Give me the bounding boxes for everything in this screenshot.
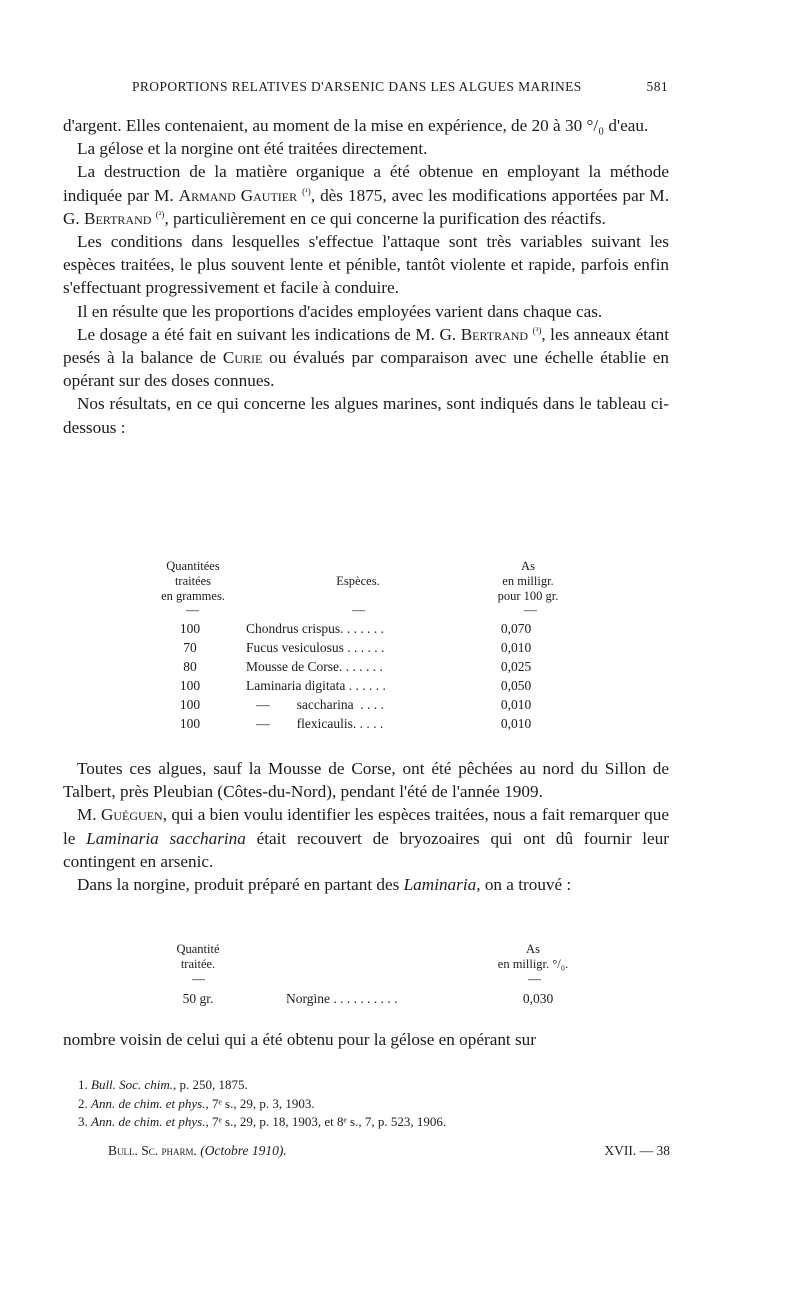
results-table: Quantitées traitées en grammes. Espèces. As en milligr. pour 100 gr. — — — 100 Chondrus crispus. . . . . . . 0,070 70 Fucus vesiculosus . . . . . . 0,010 80 Mousse de Corse. . . . . . . 0,025 100 Laminaria digitata . . . . . . 0,050 100 — saccharina . . . . 0,010 100 — flexicaulis. . . . . 0,010 [138, 559, 578, 739]
paragraph: Il en résulte que les proportions d'acides employées varient dans chaque cas. [77, 301, 603, 321]
header-title: PROPORTIONS RELATIVES D'ARSENIC DANS LES ALGUES MARINES [132, 79, 582, 94]
header-rule: — [352, 602, 365, 617]
page-number: 581 [646, 79, 668, 94]
paragraph: d'argent. Elles contenaient, au moment de la mise en expérience, de 20 à 30 °/₀ d'eau. [63, 116, 649, 135]
norgine-table: Quantité traitée. As en milligr. °/₀. — — 50 gr. Norgine . . . . . . . . . . 0,030 [158, 942, 578, 1012]
header-rule: — [186, 602, 199, 617]
author-name: Curie [222, 348, 263, 368]
paragraph: Dans la norgine, produit préparé en partant des Laminaria, on a trouvé : [77, 875, 572, 895]
paragraph: nombre voisin de celui qui a été obtenu pour la gélose en opérant sur [63, 1030, 536, 1049]
header-rule: — [524, 602, 537, 617]
column-header-arsenic: As en milligr. pour 100 gr. [497, 559, 559, 603]
species-name: Laminaria saccharina [86, 828, 246, 848]
author-name: Armand Gautier [178, 185, 298, 205]
column-header-quantity: Quantitées traitées en grammes. [161, 559, 225, 603]
running-header [132, 79, 668, 97]
column-header-quantity: Quantité traitée. [176, 942, 220, 971]
paragraph: Toutes ces algues, sauf la Mousse de Corse, ont été pêchées au nord du Sillon de Talbert, près Pleubian (Côtes-du-Nord), pendant l'été de l'année 1909. [63, 759, 669, 802]
paragraph: Le dosage a été fait en suivant les indications de M. G. Bertrand $^{(^3)}$, les anneaux étant pesés à la balance de Curie ou évalués par comparaison avec une échelle établie en opérant sur des doses connues. [63, 324, 669, 391]
body-text-middle [63, 757, 669, 896]
footnote-ref: (¹) [302, 185, 311, 196]
footnote: 3. Ann. de chim. et phys., 7ᵉ s., 29, p. 18, 1903, et 8ᵉ s., 7, p. 523, 1906. [78, 1114, 447, 1130]
paragraph: M. Guéguen, qui a bien voulu identifier les espèces traitées, nous a fait remarquer que le Laminaria saccharina était recouvert de bryozoaires qui ont dû fournir leur contingent en arsenic. [63, 805, 670, 871]
header-rule: — [528, 971, 541, 986]
footer-volume: XVII. — 38 [604, 1143, 670, 1158]
paragraph: Les conditions dans lesquelles s'effectue l'attaque sont très variables suivant les espèces traitées, le plus souvent lente et pénible, tantôt violente et rapide, parfois enfin s'effectuant progressivement et facile à conduire. [63, 232, 669, 298]
footnotes [78, 1076, 668, 1132]
paragraph: La gélose et la norgine ont été traitées directement. [77, 139, 428, 159]
footnote: 2. Ann. de chim. et phys., 7ᵉ s., 29, p. 3, 1903. [78, 1095, 315, 1111]
footnote-ref: (²) [155, 209, 165, 220]
author-name: Guéguen [100, 805, 163, 825]
header-rule: — [192, 971, 205, 986]
paragraph: La destruction de la matière organique a été obtenue en employant la méthode indiquée par M. Armand Gautier $^{(^1)}$, dès 1875, avec les modifications apportées par M. G. Bertrand $^{(^2)}$, particulièrement en ce qui concerne la purification des réactifs. [63, 162, 669, 228]
column-header-species: Espèces. [336, 574, 380, 588]
column-header-arsenic: As en milligr. °/₀. [497, 942, 569, 971]
genus-name: Laminaria [403, 875, 477, 895]
footnote: 1. Bull. Soc. chim., p. 250, 1875. [78, 1077, 248, 1092]
paragraph: Nos résultats, en ce qui concerne les algues marines, sont indiqués dans le tableau ci-dessous : [63, 394, 669, 437]
footer-journal: Bull. Sc. pharm. (Octobre 1910). [108, 1143, 287, 1158]
author-name: Bertrand [84, 208, 152, 228]
body-text-top [63, 114, 669, 439]
author-name: Bertrand [460, 324, 529, 344]
footnote-ref: (³) [532, 325, 542, 336]
